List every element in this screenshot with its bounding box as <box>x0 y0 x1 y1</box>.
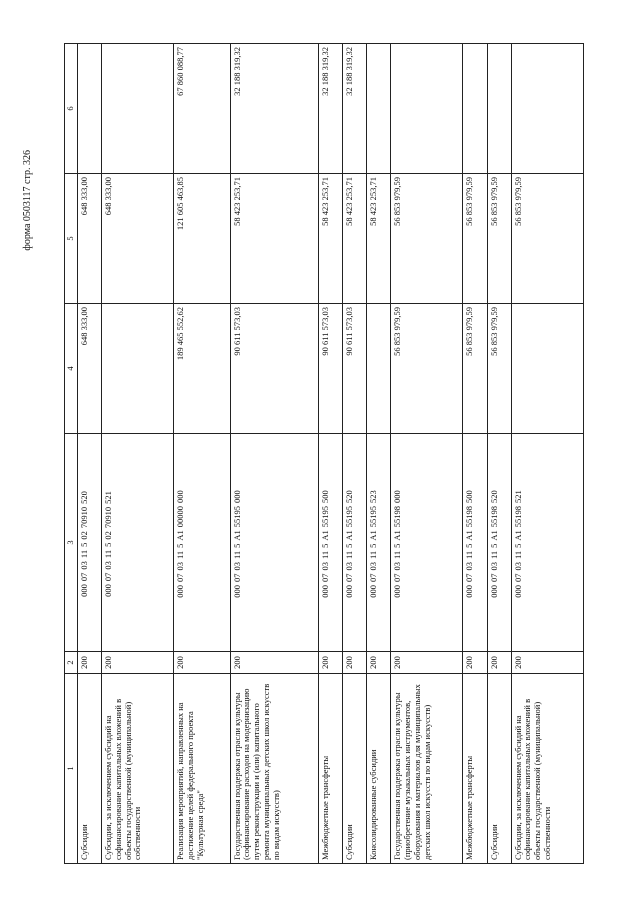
approved-amount: 90 611 573,03 <box>318 304 342 434</box>
budget-classification-code <box>511 434 583 652</box>
line-code: 200 <box>463 652 487 674</box>
code-segment: 5 <box>464 543 475 548</box>
form-number-label: форма 0503117 стр. 326 <box>22 150 33 251</box>
executed-amount: 58 423 253,71 <box>367 174 391 304</box>
code-segment: 07 <box>319 573 330 583</box>
line-code: 200 <box>78 652 102 674</box>
code-segment: 07 <box>79 572 89 582</box>
table-row <box>391 44 463 864</box>
approved-amount: 56 853 979,59 <box>463 304 487 434</box>
code-segment: 5 <box>231 543 242 548</box>
code-segment: 11 <box>343 550 354 560</box>
row-name: Межбюджетные трансферты <box>463 674 487 864</box>
code-segment: 000 <box>103 584 114 597</box>
code-segment: A1 <box>175 530 186 541</box>
code-segment: 03 <box>103 561 114 570</box>
budget-classification-code <box>463 434 487 652</box>
code-segment: 523 <box>368 490 379 503</box>
code-segment: 5 <box>79 542 89 547</box>
code-segment: 03 <box>319 562 330 571</box>
code-segment: 07 <box>392 573 403 583</box>
table-row <box>230 44 318 864</box>
code-segment: 000 <box>512 585 523 598</box>
unexecuted-amount <box>463 44 487 174</box>
code-segment: 000 <box>319 585 330 598</box>
table-row <box>511 44 583 864</box>
code-segment: 00000 <box>175 505 186 528</box>
table-row <box>463 44 487 864</box>
code-segment: A1 <box>512 530 523 541</box>
unexecuted-amount <box>78 44 102 174</box>
table-row <box>318 44 342 864</box>
code-segment: 55195 <box>343 505 354 528</box>
table-row <box>487 44 511 864</box>
code-segment: 000 <box>175 585 186 598</box>
code-segment: 500 <box>464 490 475 503</box>
code-segment: 07 <box>464 573 475 583</box>
code-segment: 520 <box>488 490 499 503</box>
row-name: Межбюджетные трансферты <box>318 674 342 864</box>
code-segment: 11 <box>392 550 403 560</box>
code-segment: 000 <box>231 490 242 503</box>
code-segment: 520 <box>343 490 354 503</box>
table-row <box>342 44 366 864</box>
approved-amount: 56 853 979,59 <box>391 304 463 434</box>
report-table-container <box>64 44 584 864</box>
code-segment: 55198 <box>512 505 523 528</box>
code-segment: A1 <box>392 530 403 541</box>
code-segment: 521 <box>512 490 523 503</box>
code-segment: 000 <box>392 490 403 503</box>
code-segment: 5 <box>319 543 330 548</box>
approved-amount <box>511 304 583 434</box>
code-segment: 55198 <box>464 505 475 528</box>
approved-amount: 90 611 573,03 <box>342 304 366 434</box>
column-header: 5 <box>65 174 78 304</box>
code-segment: 5 <box>103 542 114 547</box>
code-segment: 55198 <box>392 505 403 528</box>
code-segment: 5 <box>175 543 186 548</box>
unexecuted-amount <box>367 44 391 174</box>
budget-classification-code <box>230 434 318 652</box>
code-segment: 000 <box>175 490 186 503</box>
executed-amount: 121 605 463,85 <box>174 174 230 304</box>
line-code: 200 <box>230 652 318 674</box>
code-segment: A1 <box>231 530 242 541</box>
code-segment: 03 <box>464 562 475 571</box>
code-segment: 500 <box>319 490 330 503</box>
row-name: Консолидированные субсидии <box>367 674 391 864</box>
code-segment: 03 <box>175 562 186 571</box>
code-segment: 5 <box>392 543 403 548</box>
executed-amount: 56 853 979,59 <box>463 174 487 304</box>
code-segment: 02 <box>79 531 89 540</box>
column-header-row <box>65 44 78 864</box>
column-header: 2 <box>65 652 78 674</box>
budget-classification-code <box>391 434 463 652</box>
code-segment: 03 <box>343 562 354 571</box>
unexecuted-amount <box>487 44 511 174</box>
code-segment: 11 <box>464 550 475 560</box>
code-segment: 5 <box>343 543 354 548</box>
code-segment: 70910 <box>79 506 89 529</box>
row-name: Субсидии, за исключением субсидий на софинансирование капитальных вложений в объекты государственной (муниципальной) собственности <box>511 674 583 864</box>
unexecuted-amount <box>511 44 583 174</box>
unexecuted-amount <box>102 44 174 174</box>
code-segment: 03 <box>392 562 403 571</box>
line-code: 200 <box>342 652 366 674</box>
code-segment: 03 <box>488 562 499 571</box>
code-segment: 03 <box>79 561 89 570</box>
table-row <box>78 44 102 864</box>
line-code: 200 <box>487 652 511 674</box>
executed-amount: 56 853 979,59 <box>487 174 511 304</box>
column-header: 3 <box>65 434 78 652</box>
budget-classification-code <box>487 434 511 652</box>
column-header: 6 <box>65 44 78 174</box>
code-segment: 521 <box>103 491 114 504</box>
code-segment: 07 <box>343 573 354 583</box>
code-segment: 07 <box>103 572 114 582</box>
line-code: 200 <box>174 652 230 674</box>
line-code: 200 <box>391 652 463 674</box>
row-name: Реализация мероприятий, направленных на достижение целей федерального проекта "Культурная среда" <box>174 674 230 864</box>
table-row <box>174 44 230 864</box>
approved-amount: 56 853 979,59 <box>487 304 511 434</box>
line-code: 200 <box>511 652 583 674</box>
line-code: 200 <box>318 652 342 674</box>
line-code: 200 <box>367 652 391 674</box>
budget-classification-code <box>78 434 102 652</box>
code-segment: 000 <box>343 585 354 598</box>
code-segment: 000 <box>392 585 403 598</box>
code-segment: 11 <box>79 549 89 559</box>
code-segment: A1 <box>343 530 354 541</box>
code-segment: 07 <box>175 573 186 583</box>
budget-classification-code <box>318 434 342 652</box>
code-segment: 5 <box>512 543 523 548</box>
row-name: Субсидии <box>342 674 366 864</box>
table-row <box>102 44 174 864</box>
code-segment: 11 <box>103 549 114 559</box>
code-segment: 000 <box>231 585 242 598</box>
approved-amount: 189 465 552,62 <box>174 304 230 434</box>
executed-amount: 58 423 253,71 <box>230 174 318 304</box>
code-segment: 07 <box>512 573 523 583</box>
unexecuted-amount: 67 860 088,77 <box>174 44 230 174</box>
executed-amount: 648 333,00 <box>78 174 102 304</box>
code-segment: 55195 <box>368 505 379 528</box>
code-segment: 11 <box>368 550 379 560</box>
unexecuted-amount: 32 188 319,32 <box>342 44 366 174</box>
executed-amount: 56 853 979,59 <box>511 174 583 304</box>
code-segment: A1 <box>488 530 499 541</box>
code-segment: 55198 <box>488 505 499 528</box>
budget-classification-code <box>342 434 366 652</box>
column-header: 1 <box>65 674 78 864</box>
code-segment: 03 <box>368 562 379 571</box>
budget-classification-code <box>102 434 174 652</box>
code-segment: 02 <box>103 531 114 540</box>
code-segment: 11 <box>488 550 499 560</box>
approved-amount: 648 333,00 <box>78 304 102 434</box>
budget-classification-code <box>174 434 230 652</box>
budget-classification-code <box>367 434 391 652</box>
code-segment: 520 <box>79 491 89 504</box>
unexecuted-amount: 32 188 319,32 <box>230 44 318 174</box>
code-segment: 000 <box>488 585 499 598</box>
code-segment: 07 <box>368 573 379 583</box>
code-segment: 11 <box>319 550 330 560</box>
code-segment: 11 <box>175 550 186 560</box>
code-segment: 07 <box>231 573 242 583</box>
row-name: Субсидии <box>78 674 102 864</box>
approved-amount <box>102 304 174 434</box>
row-name: Государственная поддержка отрасли культуры (приобретение музыкальных инструментов, оборудования и материалов для муниципальных детских школ искусств по видам искусств) <box>391 674 463 864</box>
code-segment: 11 <box>512 550 523 560</box>
code-segment: A1 <box>368 530 379 541</box>
code-segment: 03 <box>512 562 523 571</box>
code-segment: 000 <box>368 585 379 598</box>
row-name: Субсидии, за исключением субсидий на софинансирование капитальных вложений в объекты государственной (муниципальной) собственности <box>102 674 174 864</box>
code-segment: 11 <box>231 550 242 560</box>
approved-amount: 90 611 573,03 <box>230 304 318 434</box>
code-segment: 000 <box>464 585 475 598</box>
code-segment: 000 <box>79 584 89 597</box>
code-segment: 07 <box>488 573 499 583</box>
code-segment: 03 <box>231 562 242 571</box>
code-segment: 70910 <box>103 506 114 529</box>
code-segment: 5 <box>368 543 379 548</box>
approved-amount <box>367 304 391 434</box>
line-code: 200 <box>102 652 174 674</box>
row-name: Субсидии <box>487 674 511 864</box>
table-row <box>367 44 391 864</box>
code-segment: A1 <box>319 530 330 541</box>
executed-amount: 58 423 253,71 <box>318 174 342 304</box>
code-segment: 5 <box>488 543 499 548</box>
report-table <box>64 43 584 864</box>
column-header: 4 <box>65 304 78 434</box>
unexecuted-amount <box>391 44 463 174</box>
executed-amount: 58 423 253,71 <box>342 174 366 304</box>
executed-amount: 56 853 979,59 <box>391 174 463 304</box>
unexecuted-amount: 32 188 319,32 <box>318 44 342 174</box>
executed-amount: 648 333,00 <box>102 174 174 304</box>
code-segment: A1 <box>464 530 475 541</box>
code-segment: 55195 <box>231 505 242 528</box>
code-segment: 55195 <box>319 505 330 528</box>
row-name: Государственная поддержка отрасли культуры (софинансирование расходов на модернизацию путем реконструкции и (или) капитального ремонта муниципальных детских школ искусств по видам искусств) <box>230 674 318 864</box>
